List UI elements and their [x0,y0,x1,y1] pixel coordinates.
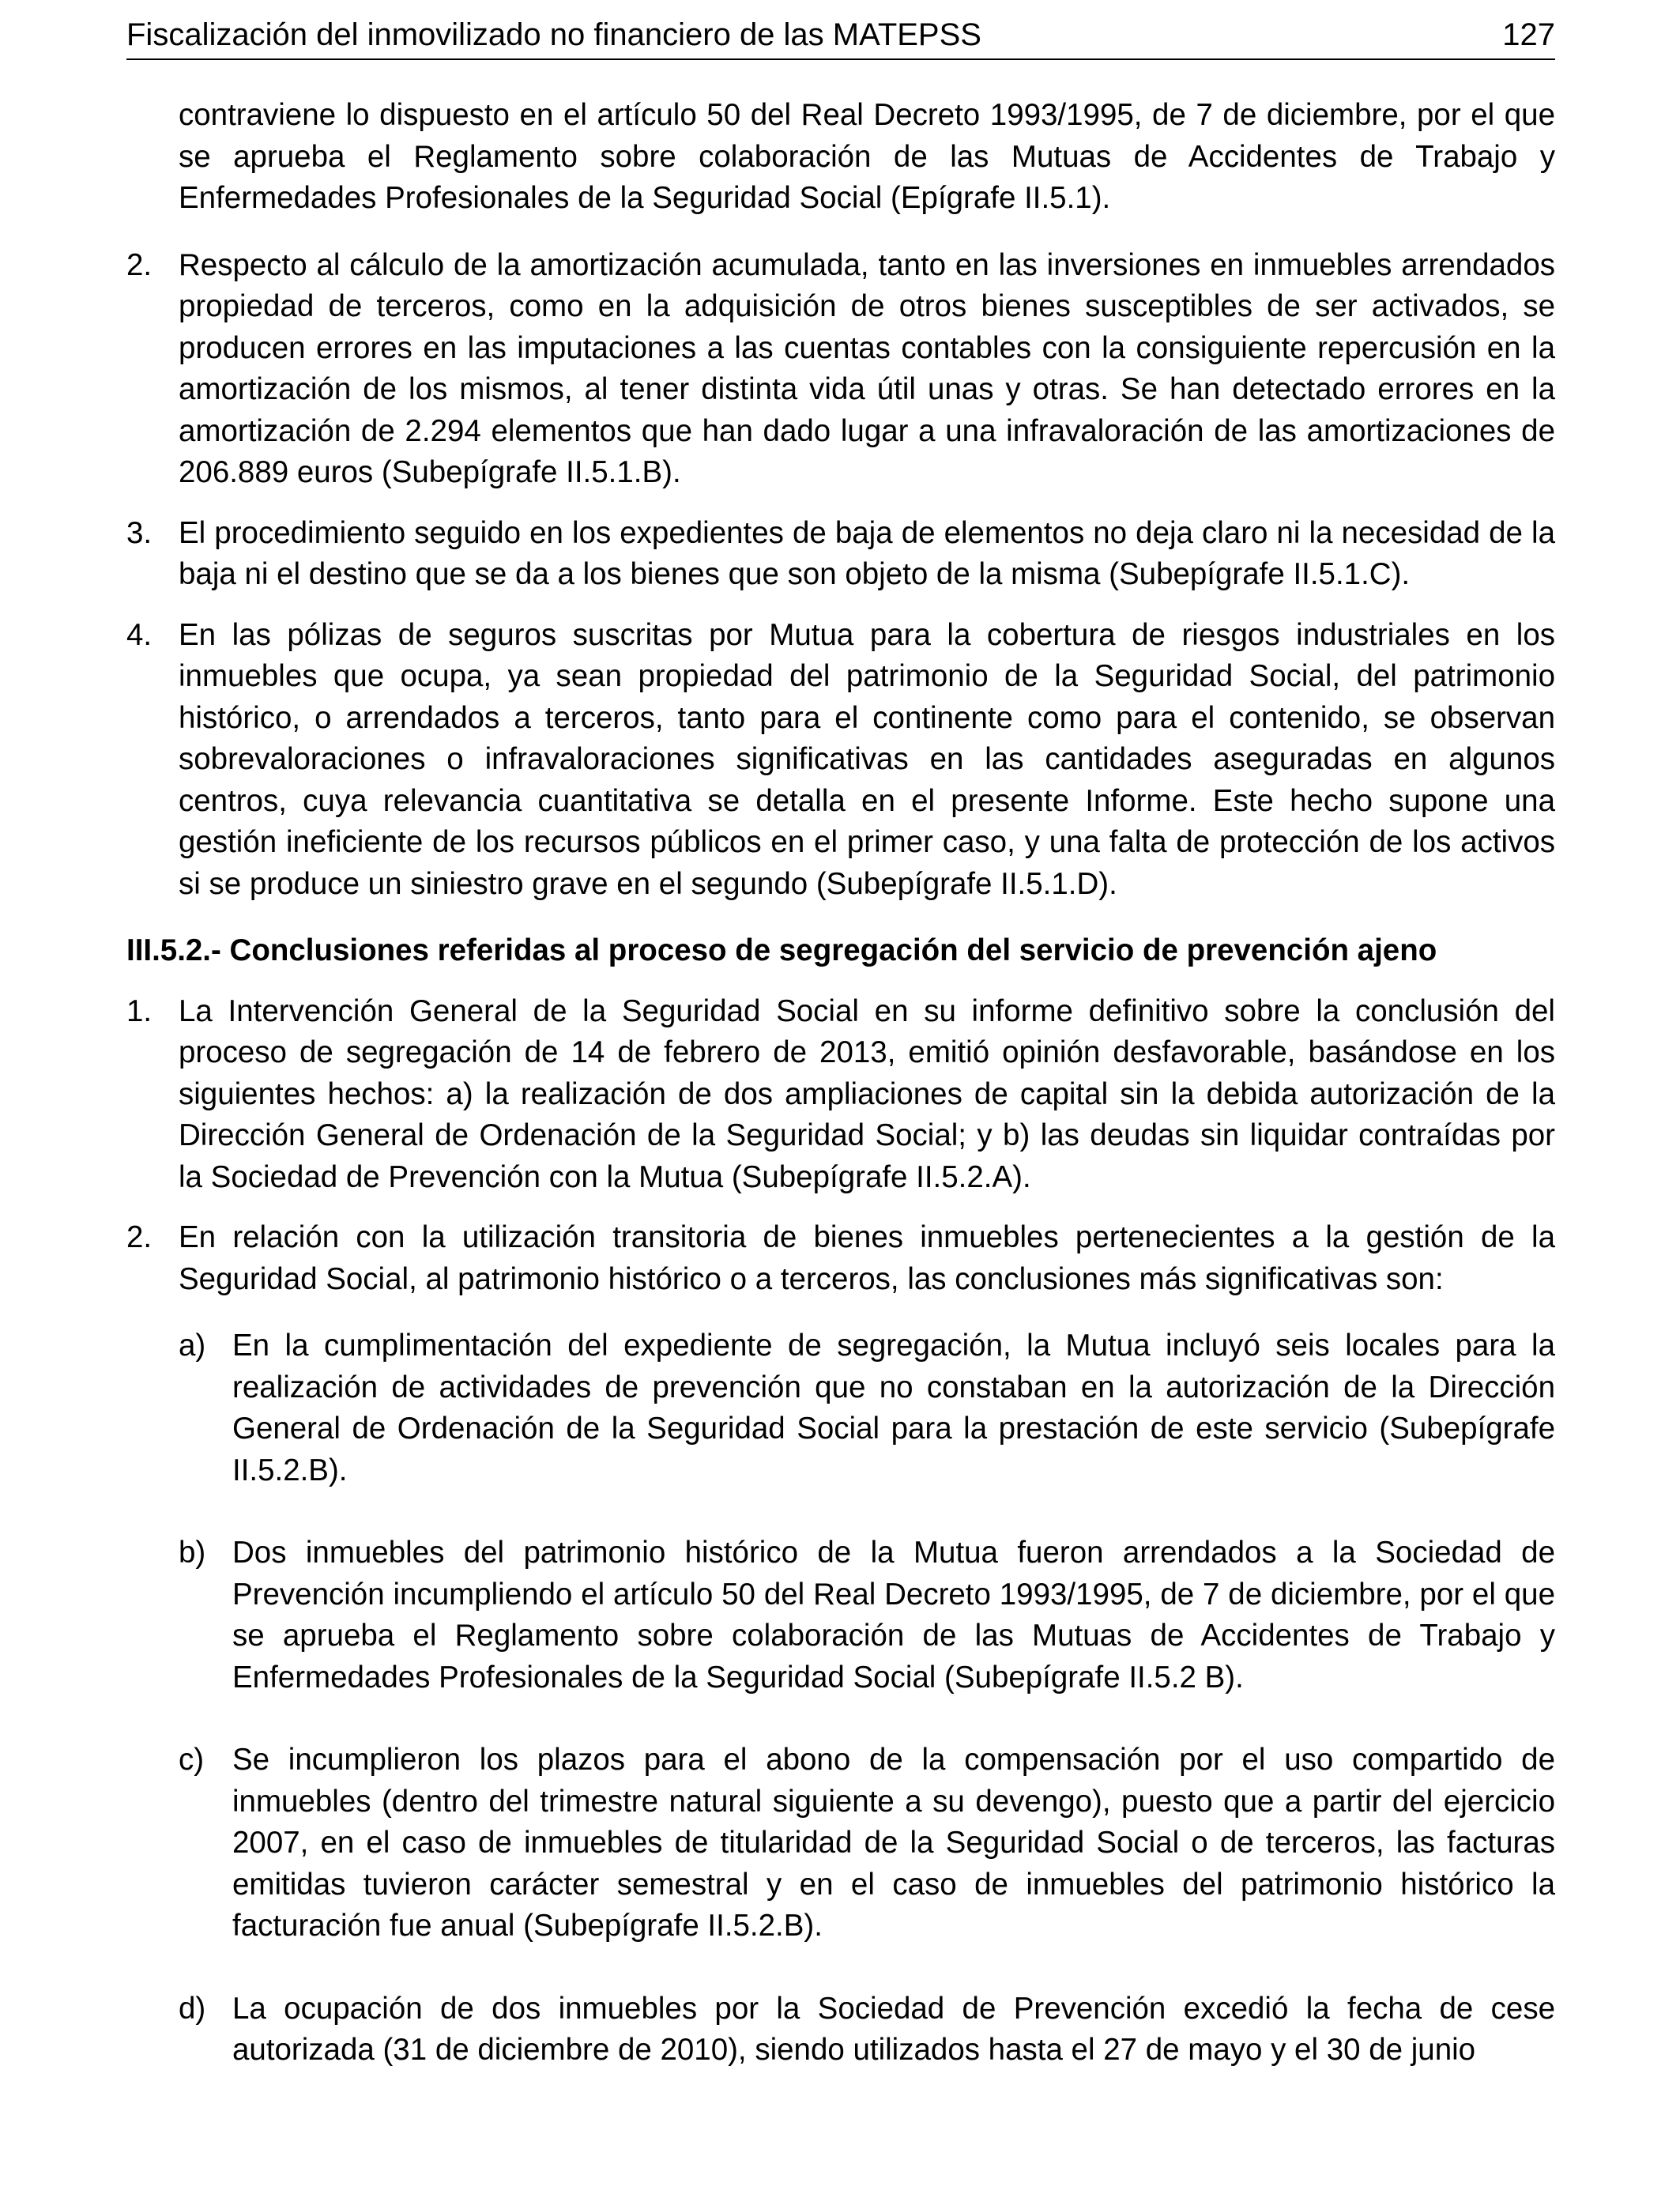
list-item-text: Respecto al cálculo de la amortización acumulada, tanto en las inversiones en inmuebles arrendados propiedad de terceros, como en la adquisición de otros bienes susceptibles de ser activados, se producen errores en las imputaciones a las cuentas contables con la consiguiente repercusión en la amortización de los mismos, al tener distinta vida útil unas y otras. Se han detectado errores en la amortización de 2.294 elementos que han dado lugar a una infravaloración de las amortizaciones de 206.889 euros (Subepígrafe II.5.1.B). [179,247,1555,489]
continuation-paragraph: contraviene lo dispuesto en el artículo 50 del Real Decreto 1993/1995, de 7 de diciembre, por el que se aprueba el Reglamento sobre colaboración de las Mutuas de Accidentes de Trabajo y Enfermedades Profesionales de la Seguridad Social (Epígrafe II.5.1). [179,98,1555,215]
section-heading: III.5.2.- Conclusiones referidas al proceso de segregación del servicio de prevención ajeno [126,933,1437,967]
sub-list-item-text: Se incumplieron los plazos para el abono de la compensación por el uso compartido de inmuebles (dentro del trimestre natural siguiente a su devengo), puesto que a partir del ejercicio 2007, en el caso de inmuebles de titularidad de la Seguridad Social o de terceros, las facturas emitidas tuvieron carácter semestral y en el caso de inmuebles del patrimonio histórico la facturación fue anual (Subepígrafe II.5.2.B). [232,1743,1555,1943]
page-header [126,11,1555,60]
sub-list-item [126,1532,1555,1698]
sub-list-item [126,1325,1555,1491]
list-item [126,1217,1555,1300]
page-number: 127 [1502,17,1555,52]
list-item-number: 4. [126,617,153,652]
list-item-number: 2. [126,1220,153,1254]
sub-list-item-text: Dos inmuebles del patrimonio histórico de la Mutua fueron arrendados a la Sociedad de Prevención incumpliendo el artículo 50 del Real Decreto 1993/1995, de 7 de diciembre, por el que se aprueba el Reglamento sobre colaboración de las Mutuas de Accidentes de Trabajo y Enfermedades Profesionales de la Seguridad Social (Subepígrafe II.5.2 B). [232,1536,1555,1695]
list-item-number: 2. [126,247,153,282]
document-body [126,95,1555,2071]
sub-list-item-letter: b) [179,1536,206,1570]
list-item-text: El procedimiento seguido en los expedientes de baja de elementos no deja claro ni la necesidad de la baja ni el destino que se da a los bienes que son objeto de la misma (Subepígrafe II.5.1.C). [179,515,1555,591]
list-item-number: 3. [126,515,153,550]
list-item-number: 1. [126,993,153,1028]
sub-list-item-letter: d) [179,1991,206,2026]
list-item-text: En relación con la utilización transitoria de bienes inmuebles pertenecientes a la gestión de la Seguridad Social, al patrimonio histórico o a terceros, las conclusiones más significativas son: [179,1220,1555,1296]
header-title: Fiscalización del inmovilizado no financiero de las MATEPSS [126,17,981,52]
list-item-text: En las pólizas de seguros suscritas por Mutua para la cobertura de riesgos industriales en los inmuebles que ocupa, ya sean propiedad del patrimonio de la Seguridad Social, del patrimonio histórico, o arrendados a terceros, tanto para el continente como para el contenido, se observan sobrevaloraciones o infravaloraciones significativas en las cantidades aseguradas en algunos centros, cuya relevancia cuantitativa se detalla en el presente Informe. Este hecho supone una gestión ineficiente de los recursos públicos en el primer caso, y una falta de protección de los activos si se produce un siniestro grave en el segundo (Subepígrafe II.5.1.D). [179,617,1555,901]
list-item [126,513,1555,596]
sub-list-item [126,1989,1555,2071]
sub-list-item-text: En la cumplimentación del expediente de segregación, la Mutua incluyó seis locales para la realización de actividades de prevención que no constaban en la autorización de la Dirección General de Ordenación de la Seguridad Social para la prestación de este servicio (Subepígrafe II.5.2.B). [232,1329,1555,1487]
list-item [126,615,1555,906]
list-item [126,991,1555,1199]
sub-list-item-letter: a) [179,1329,206,1363]
sub-list-item-text: La ocupación de dos inmuebles por la Sociedad de Prevención excedió la fecha de cese autorizada (31 de diciembre de 2010), siendo utilizados hasta el 27 de mayo y el 30 de junio [232,1991,1555,2067]
list-item [126,245,1555,494]
sub-list-item [126,1740,1555,1947]
sub-list-item-letter: c) [179,1743,205,1777]
list-item-text: La Intervención General de la Seguridad Social en su informe definitivo sobre la conclusión del proceso de segregación de 14 de febrero de 2013, emitió opinión desfavorable, basándose en los siguientes hechos: a) la realización de dos ampliaciones de capital sin la debida autorización de la Dirección General de Ordenación de la Seguridad Social; y b) las deudas sin liquidar contraídas por la Sociedad de Prevención con la Mutua (Subepígrafe II.5.2.A). [179,993,1555,1194]
